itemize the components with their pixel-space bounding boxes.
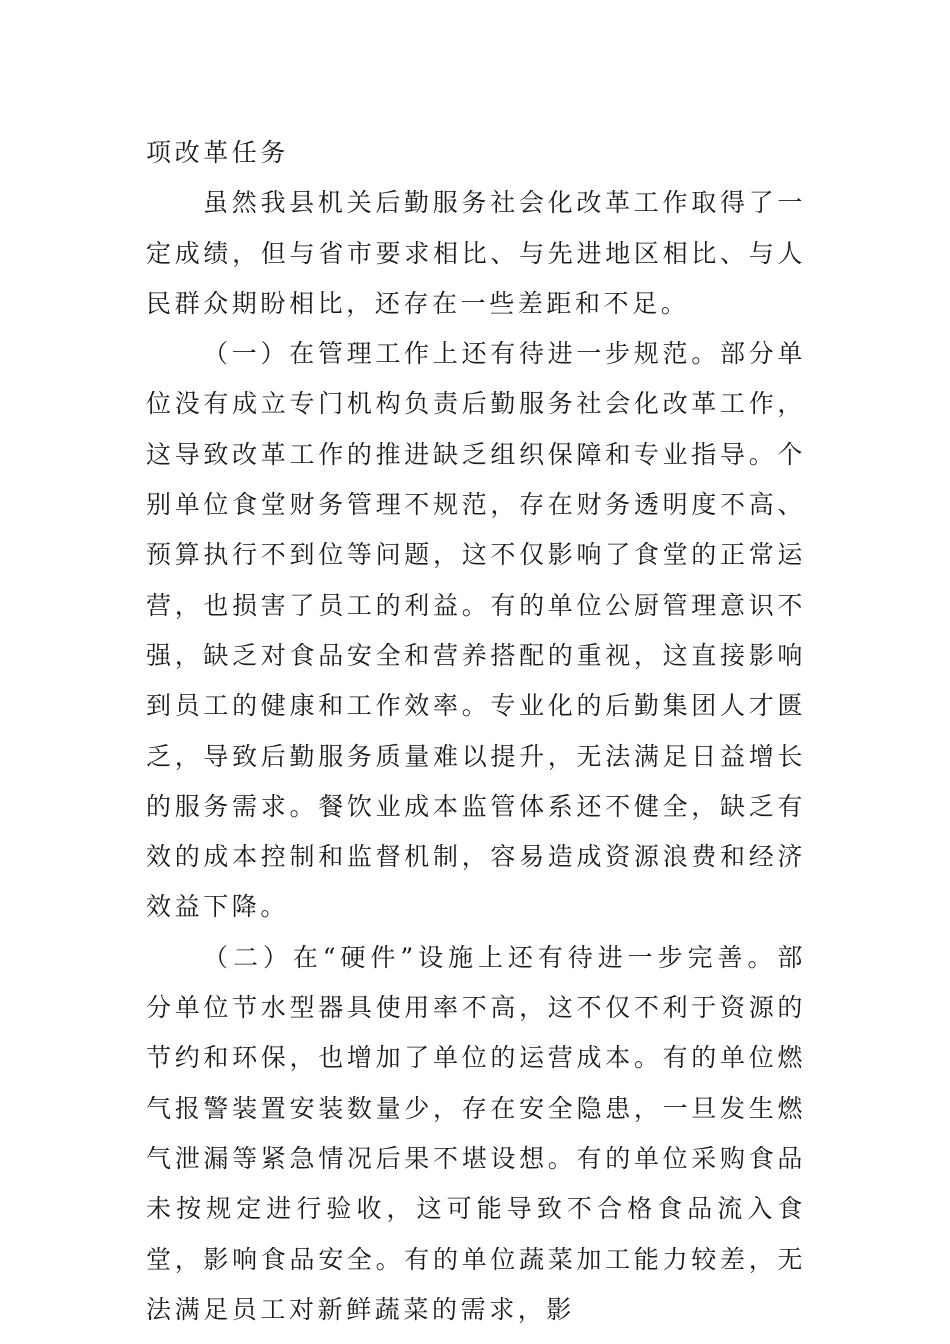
paragraph-intro: 虽然我县机关后勤服务社会化改革工作取得了一定成绩，但与省市要求相比、与先进地区相比、与人民群众期盼相比，还存在一些差距和不足。 [146,188,806,318]
paragraph-continuation: 项改革任务 [146,138,290,167]
paragraph-management-issues: （一）在管理工作上还有待进一步规范。部分单位没有成立专门机构负责后勤服务社会化改革工作，这导致改革工作的推进缺乏组织保障和专业指导。个别单位食堂财务管理不规范，存在财务透明度不高、预算执行不到位等问题，这不仅影响了食堂的正常运营，也损害了员工的利益。有的单位公厨管理意识不强，缺乏对食品安全和营养搭配的重视，这直接影响到员工的健康和工作效率。专业化的后勤集团人才匮乏，导致后勤服务质量难以提升，无法满足日益增长的服务需求。餐饮业成本监管体系还不健全，缺乏有效的成本控制和监督机制，容易造成资源浪费和经济效益下降。 [146,339,806,922]
document-body [146,128,806,1335]
paragraph-hardware-issues: （二）在“硬件”设施上还有待进一步完善。部分单位节水型器具使用率不高，这不仅不利于资源的节约和环保，也增加了单位的运营成本。有的单位燃气报警装置安装数量少，存在安全隐患，一旦发生燃气泄漏等紧急情况后果不堪设想。有的单位采购食品未按规定进行验收，这可能导致不合格食品流入食堂，影响食品安全。有的单位蔬菜加工能力较差，无法满足员工对新鲜蔬菜的需求，影 [146,942,806,1324]
